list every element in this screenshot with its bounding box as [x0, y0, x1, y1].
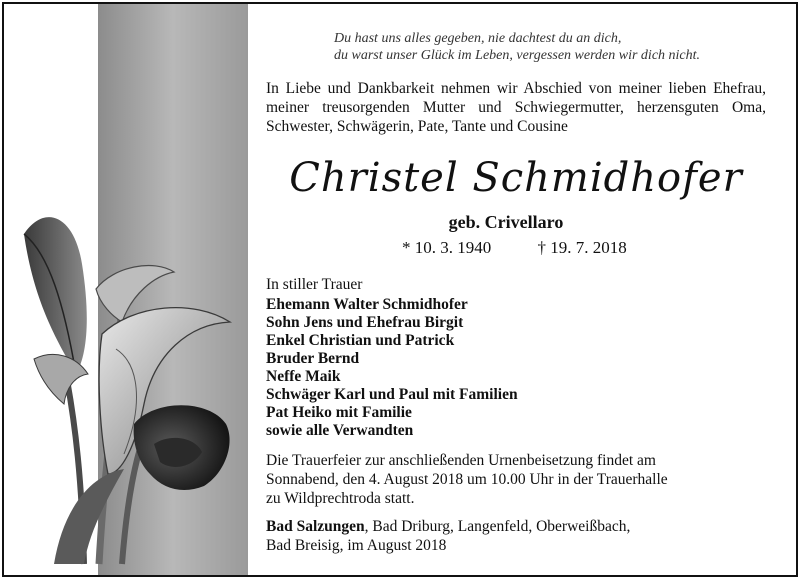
mourners-lead: In stiller Trauer [266, 276, 363, 293]
ceremony-line: zu Wildprechtroda statt. [266, 490, 415, 507]
quote-line: du warst unser Glück im Leben, vergessen werden wir dich nicht. [334, 48, 701, 63]
obituary-notice [2, 2, 798, 577]
mourner: Sohn Jens und Ehefrau Birgit [266, 314, 464, 331]
ceremony-info [266, 451, 736, 508]
life-dates [402, 238, 627, 258]
mourner: Ehemann Walter Schmidhofer [266, 296, 468, 313]
maiden-name: geb. Crivellaro [448, 212, 564, 232]
ceremony-line: Sonnabend, den 4. August 2018 um 10.00 Uhr in der Trauerhalle [266, 471, 668, 488]
place-line: Bad Breisig, im August 2018 [266, 537, 447, 554]
mourner: Schwäger Karl und Paul mit Familien [266, 386, 518, 403]
place-rest: , Bad Driburg, Langenfeld, Oberweißbach, [364, 518, 631, 535]
intro-text: In Liebe und Dankbarkeit nehmen wir Abschied von meiner lieben Ehefrau, meiner treusorgenden Mutter und Schwiegermutter, herzensguten Oma, Schwester, Schwägerin, Pate, Tante und Cousine [266, 80, 766, 135]
mourner: Pat Heiko mit Familie [266, 404, 412, 421]
death-date: † 19. 7. 2018 [537, 238, 627, 257]
calla-lily-photo [4, 4, 264, 575]
quote-line: Du hast uns alles gegeben, nie dachtest du an dich, [334, 31, 622, 46]
place-main: Bad Salzungen [266, 518, 365, 535]
mourner: Enkel Christian und Patrick [266, 332, 455, 349]
quote [334, 30, 774, 64]
ceremony-line: Die Trauerfeier zur anschließenden Urnenbeisetzung findet am [266, 452, 656, 469]
birth-date: * 10. 3. 1940 [402, 238, 492, 257]
place-line [266, 517, 736, 536]
mourner: Bruder Bernd [266, 350, 360, 367]
deceased-name: Christel Schmidhofer [289, 155, 743, 201]
mourner: sowie alle Verwandten [266, 422, 414, 439]
place-and-date [266, 517, 736, 555]
mourners-list [266, 276, 736, 440]
mourner: Neffe Maik [266, 368, 341, 385]
